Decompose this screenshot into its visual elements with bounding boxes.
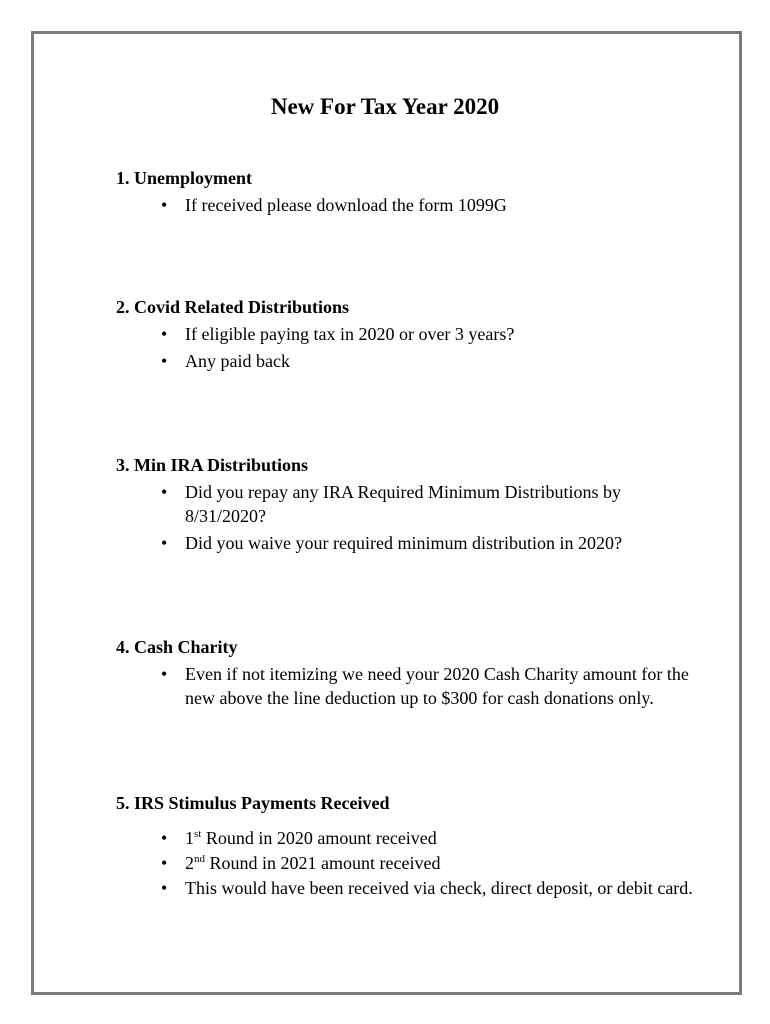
ordinal-suffix: st	[194, 828, 202, 840]
list-item-text: Round in 2021 amount received	[205, 853, 441, 873]
section-heading: 1. Unemployment	[116, 168, 252, 188]
bullet-icon: •	[161, 878, 168, 898]
section-min-ira	[116, 453, 706, 555]
list-item	[116, 826, 706, 850]
list-item	[116, 480, 706, 528]
page-title: New For Tax Year 2020	[270, 94, 500, 119]
bullet-list	[116, 193, 706, 217]
ordinal-suffix: nd	[194, 853, 205, 865]
bullet-list	[116, 480, 706, 555]
bullet-icon: •	[161, 533, 168, 553]
list-item-text: Round in 2020 amount received	[201, 828, 437, 848]
bullet-list	[116, 662, 706, 710]
section-unemployment	[116, 166, 706, 217]
bullet-list	[116, 826, 706, 900]
section-heading: 2. Covid Related Distributions	[116, 297, 350, 317]
section-heading: 4. Cash Charity	[116, 637, 238, 657]
list-item	[116, 531, 706, 555]
section-heading: 3. Min IRA Distributions	[116, 455, 309, 475]
list-item	[116, 662, 706, 710]
bullet-list	[116, 322, 706, 373]
round-number: 1	[185, 828, 194, 848]
list-item-text: Any paid back	[185, 351, 290, 371]
section-heading: 5. IRS Stimulus Payments Received	[116, 793, 390, 813]
bullet-icon: •	[161, 664, 168, 684]
list-item-text: Did you repay any IRA Required Minimum Distributions by 8/31/2020?	[185, 482, 621, 526]
list-item-text: This would have been received via check, direct deposit, or debit card.	[185, 878, 693, 898]
bullet-icon: •	[161, 828, 168, 848]
bullet-icon: •	[161, 853, 168, 873]
list-item	[116, 322, 706, 346]
bullet-icon: •	[161, 351, 168, 371]
list-item	[116, 349, 706, 373]
list-item	[116, 851, 706, 875]
bullet-icon: •	[161, 324, 168, 344]
round-number: 2	[185, 853, 194, 873]
list-item-text: Even if not itemizing we need your 2020 Cash Charity amount for the new above the line deduction up to $300 for cash donations only.	[185, 664, 689, 708]
section-stimulus	[116, 791, 706, 900]
bullet-icon: •	[161, 482, 168, 502]
list-item-text: If received please download the form 1099G	[185, 195, 507, 215]
bullet-icon: •	[161, 195, 168, 215]
list-item-text: If eligible paying tax in 2020 or over 3 years?	[185, 324, 515, 344]
section-cash-charity	[116, 635, 706, 710]
list-item	[116, 876, 706, 900]
list-item-text: Did you waive your required minimum distribution in 2020?	[185, 533, 622, 553]
list-item	[116, 193, 706, 217]
section-covid-distributions	[116, 295, 706, 373]
